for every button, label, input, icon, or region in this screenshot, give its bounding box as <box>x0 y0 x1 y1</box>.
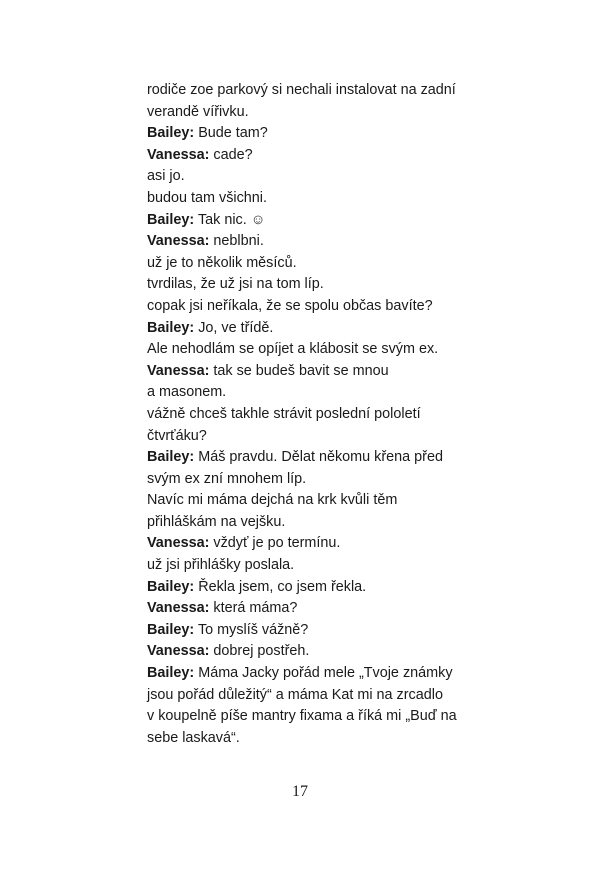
speaker-name: Vanessa: <box>147 233 210 250</box>
text-line <box>147 685 487 707</box>
line-text: Ale nehodlám se opíjet a klábosit se svým ex. <box>147 341 439 358</box>
speaker-name: Vanessa: <box>147 362 210 379</box>
line-text: svým ex zní mnohem líp. <box>147 470 307 487</box>
dialogue-line <box>147 533 487 555</box>
text-line <box>147 706 487 728</box>
dialogue-line <box>147 145 487 167</box>
line-text: Máma Jacky pořád mele „Tvoje známky <box>194 665 453 682</box>
text-line <box>147 555 487 577</box>
text-line <box>147 382 487 404</box>
text-line <box>147 80 487 102</box>
text-line <box>147 490 487 512</box>
line-text: Máš pravdu. Dělat někomu křena před <box>194 449 443 466</box>
line-text: přihláškám na vejšku. <box>147 513 286 530</box>
line-text: v koupelně píše mantry fixama a říká mi „Buď na <box>147 708 457 725</box>
text-line <box>147 188 487 210</box>
line-text: Tak nic. ☺ <box>194 211 266 228</box>
speaker-name: Bailey: <box>147 319 195 336</box>
line-text: už je to několik měsíců. <box>147 254 297 271</box>
line-text: verandě vířivku. <box>147 103 249 120</box>
dialogue-line <box>147 231 487 253</box>
speaker-name: Bailey: <box>147 211 195 228</box>
text-line <box>147 469 487 491</box>
page-number: 17 <box>292 783 308 800</box>
dialogue-line <box>147 210 487 232</box>
speaker-name: Bailey: <box>147 578 195 595</box>
speaker-name: Vanessa: <box>147 600 210 617</box>
line-text: vždyť je po termínu. <box>209 535 341 552</box>
text-line <box>147 253 487 275</box>
line-text: neblbni. <box>209 233 264 250</box>
line-text: Řekla jsem, co jsem řekla. <box>194 578 367 595</box>
text-line <box>147 728 487 750</box>
line-text: budou tam všichni. <box>147 189 267 206</box>
line-text: a masonem. <box>147 384 227 401</box>
dialogue-line <box>147 620 487 642</box>
speaker-name: Bailey: <box>147 449 195 466</box>
dialogue-line <box>147 598 487 620</box>
speaker-name: Bailey: <box>147 125 195 142</box>
dialogue-line <box>147 447 487 469</box>
line-text: už jsi přihlášky poslala. <box>147 557 295 574</box>
line-text: čtvrťáku? <box>147 427 207 444</box>
line-text: copak jsi neříkala, že se spolu občas bavíte? <box>147 297 433 314</box>
speaker-name: Vanessa: <box>147 146 210 163</box>
speaker-name: Bailey: <box>147 621 195 638</box>
line-text: jsou pořád důležitý“ a máma Kat mi na zrcadlo <box>147 686 443 703</box>
line-text: cade? <box>209 146 253 163</box>
text-line <box>147 404 487 426</box>
text-line <box>147 274 487 296</box>
speaker-name: Bailey: <box>147 665 195 682</box>
line-text: tvrdilas, že už jsi na tom líp. <box>147 276 324 293</box>
line-text: asi jo. <box>147 168 185 185</box>
line-text: vážně chceš takhle strávit poslední pololetí <box>147 405 421 422</box>
text-line <box>147 166 487 188</box>
dialogue-line <box>147 577 487 599</box>
dialogue-line <box>147 123 487 145</box>
text-line <box>147 339 487 361</box>
dialogue-line <box>147 361 487 383</box>
dialogue-line <box>147 641 487 663</box>
dialogue-text-block <box>147 80 487 749</box>
speaker-name: Vanessa: <box>147 535 210 552</box>
line-text: Navíc mi máma dejchá na krk kvůli těm <box>147 492 398 509</box>
line-text: To myslíš vážně? <box>194 621 309 638</box>
text-line <box>147 512 487 534</box>
dialogue-line <box>147 318 487 340</box>
line-text: sebe laskavá“. <box>147 729 240 746</box>
line-text: která máma? <box>209 600 298 617</box>
line-text: Bude tam? <box>194 125 268 142</box>
line-text: Jo, ve třídě. <box>194 319 274 336</box>
line-text: dobrej postřeh. <box>209 643 310 660</box>
text-line <box>147 102 487 124</box>
speaker-name: Vanessa: <box>147 643 210 660</box>
dialogue-line <box>147 663 487 685</box>
text-line <box>147 426 487 448</box>
text-line <box>147 296 487 318</box>
line-text: rodiče zoe parkový si nechali instalovat na zadní <box>147 82 456 98</box>
line-text: tak se budeš bavit se mnou <box>209 362 389 379</box>
